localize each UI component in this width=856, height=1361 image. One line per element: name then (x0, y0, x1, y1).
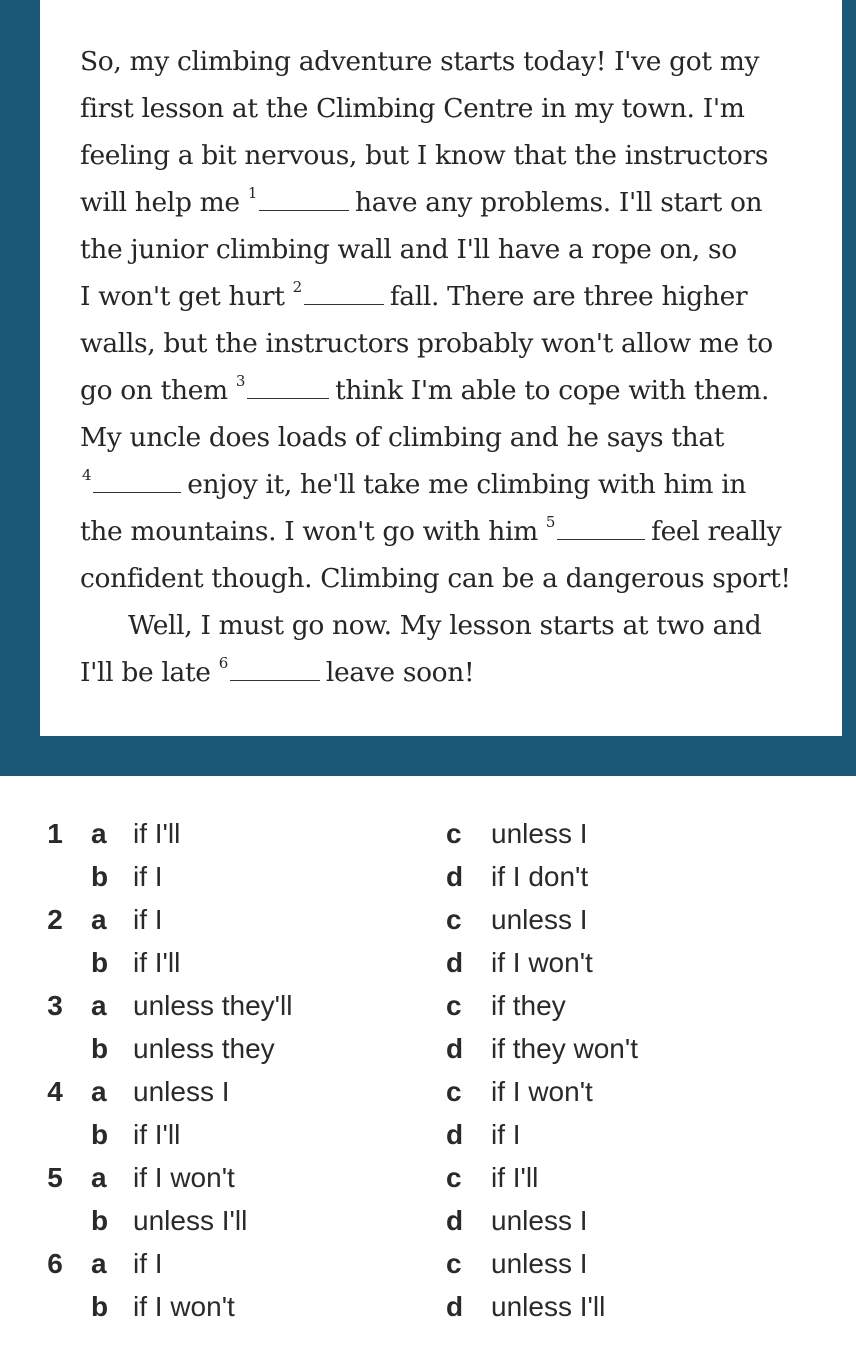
option-letter: d (446, 1291, 464, 1322)
blank-gap-1[interactable] (259, 209, 349, 211)
question-row (0, 1199, 856, 1242)
gap-number-3: 3 (235, 372, 246, 390)
option-text[interactable]: unless I (491, 904, 588, 935)
passage-line: $^4$ enjoy it, he'll take me climbing with him in (82, 466, 747, 500)
option-letter: b (91, 947, 109, 978)
option-text[interactable]: if I won't (491, 947, 593, 978)
passage-line: go on them $^3$ think I'm able to cope with them. (80, 372, 770, 406)
option-letter: d (446, 1119, 464, 1150)
option-text[interactable]: if I'll (133, 1119, 181, 1150)
question-number: 3 (47, 990, 63, 1021)
gap-number-5: 5 (545, 513, 556, 531)
option-letter: d (446, 947, 464, 978)
option-text[interactable]: unless they (133, 1033, 275, 1064)
passage-line: My uncle does loads of climbing and he says that (80, 422, 725, 453)
question-number: 2 (47, 904, 63, 935)
passage-line: the mountains. I won't go with him $^5$ feel really (80, 513, 782, 547)
gap-number-1: 1 (247, 184, 258, 202)
option-letter: c (446, 904, 462, 935)
question-row (0, 1070, 856, 1113)
option-letter: a (91, 818, 107, 849)
option-letter: b (91, 1033, 109, 1064)
blank-gap-4[interactable] (93, 491, 181, 493)
passage-line: first lesson at the Climbing Centre in my town. I'm (80, 93, 745, 124)
option-letter: a (91, 1248, 107, 1279)
question-row (0, 1027, 856, 1070)
option-letter: b (91, 1119, 109, 1150)
question-number: 6 (47, 1248, 63, 1279)
option-text[interactable]: if I won't (133, 1162, 235, 1193)
passage-line: confident though. Climbing can be a dangerous sport! (80, 563, 791, 594)
option-letter: c (446, 1076, 462, 1107)
option-letter: c (446, 818, 462, 849)
question-row (0, 812, 856, 855)
question-row (0, 984, 856, 1027)
question-number: 1 (47, 818, 63, 849)
option-text[interactable]: unless I'll (133, 1205, 248, 1236)
option-text[interactable]: unless I (133, 1076, 230, 1107)
option-letter: c (446, 1162, 462, 1193)
option-text[interactable]: unless they'll (133, 990, 293, 1021)
question-row (0, 855, 856, 898)
option-text[interactable]: if I won't (133, 1291, 235, 1322)
gap-number-6: 6 (218, 654, 228, 672)
option-letter: b (91, 1205, 109, 1236)
option-letter: a (91, 1076, 107, 1107)
option-text[interactable]: unless I (491, 818, 588, 849)
passage-line: So, my climbing adventure starts today! I've got my (80, 46, 760, 77)
option-text[interactable]: if they (491, 990, 566, 1021)
blank-gap-2[interactable] (304, 303, 384, 305)
passage-line: feeling a bit nervous, but I know that the instructors (80, 140, 769, 171)
option-letter: b (91, 861, 109, 892)
question-row (0, 1285, 856, 1328)
passage-line: Well, I must go now. My lesson starts at two and (128, 610, 762, 641)
passage-line: the junior climbing wall and I'll have a rope on, so (80, 234, 737, 265)
option-text[interactable]: if I won't (491, 1076, 593, 1107)
option-letter: b (91, 1291, 109, 1322)
passage-line: will help me $^1$ have any problems. I'll start on (80, 184, 763, 218)
reading-passage-card (40, 0, 842, 736)
blank-gap-3[interactable] (247, 397, 329, 399)
passage-line: I won't get hurt $^2$ fall. There are three higher (80, 278, 748, 312)
option-letter: a (91, 904, 107, 935)
blank-gap-5[interactable] (557, 538, 645, 540)
question-number: 4 (47, 1076, 63, 1107)
passage-line: I'll be late $^6$ leave soon! (80, 654, 475, 688)
option-letter: a (91, 1162, 107, 1193)
option-letter: c (446, 990, 462, 1021)
option-text[interactable]: unless I'll (491, 1291, 606, 1322)
question-row (0, 898, 856, 941)
option-letter: d (446, 861, 464, 892)
question-row (0, 941, 856, 984)
blank-gap-6[interactable] (230, 679, 320, 681)
option-letter: c (446, 1248, 462, 1279)
multiple-choice-questions (0, 812, 856, 1328)
gap-number-2: 2 (292, 278, 302, 296)
option-text[interactable]: if they won't (491, 1033, 638, 1064)
passage-line: walls, but the instructors probably won't allow me to (80, 328, 773, 359)
option-text[interactable]: if I don't (491, 861, 589, 892)
option-letter: d (446, 1033, 464, 1064)
option-letter: a (91, 990, 107, 1021)
question-number: 5 (47, 1162, 63, 1193)
gap-number-4: 4 (82, 466, 92, 484)
option-text[interactable]: if I'll (491, 1162, 539, 1193)
question-row (0, 1242, 856, 1285)
option-text[interactable]: unless I (491, 1248, 588, 1279)
option-text[interactable]: if I'll (133, 818, 181, 849)
option-text[interactable]: if I'll (133, 947, 181, 978)
option-text[interactable]: unless I (491, 1205, 588, 1236)
option-text[interactable]: if I (133, 904, 163, 935)
option-text[interactable]: if I (133, 1248, 163, 1279)
question-row (0, 1156, 856, 1199)
option-text[interactable]: if I (491, 1119, 521, 1150)
option-letter: d (446, 1205, 464, 1236)
option-text[interactable]: if I (133, 861, 163, 892)
question-row (0, 1113, 856, 1156)
